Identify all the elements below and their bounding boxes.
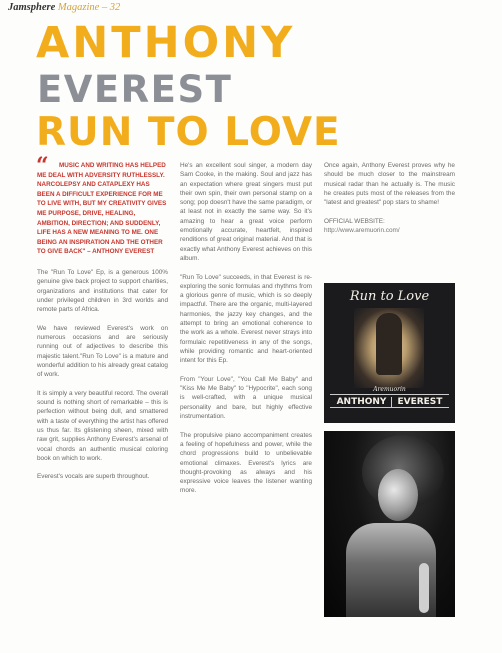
paragraph: The propulsive piano accompaniment creates a feeling of hopefulness and power, while the chord progressions build to unbelievable emotional climaxes. Everest's lyrics are thought-provoking as always and his expressive voice leaves the listener wanting more. (180, 431, 312, 495)
pull-quote-text: MUSIC AND WRITING HAS HELPED ME DEAL WITH ADVERSITY RUTHLESSLY. NARCOLEPSY AND CATAPLEXY HAS BEEN A DIFFICULT EXPERIENCE FOR ME TO LIVE WITH, BUT MY CREATIVITY GIVES ME PURPOSE, DRIVE, HEALING, AMBITION, DIRECTION; AND SUDDENLY, LIFE HAS A NEW MEANING TO ME. ONE BEING AN INSPIRATION AND THE OTHER TO GIVE BACK" – ANTHONY EVEREST (37, 162, 167, 256)
paragraph: "Run To Love" succeeds, in that Everest is re-exploring the sonic formulas and rhythms from a glorious genre of music, which is so deeply impactful. There are the organic, multi-layered harmonies, the jazzy key changes, and the attempt to bring an emotional coherence to the work as a whole. Everest never strays into formulaic repetitiveness in any of the songs, while providing romantic and heart-oriented intent for this Ep. (180, 273, 312, 365)
paragraph: The "Run To Love" Ep, is a generous 100% genuine give back project to support charities, organizations and institutions that cater for under privileged children in 3rd worlds and remote parts of Africa. (37, 268, 168, 314)
column-3 (324, 161, 455, 235)
album-script-signature: Aremuorin (373, 386, 406, 393)
microphone-icon (419, 563, 429, 613)
column-2 (180, 161, 312, 505)
title-anthony: ANTHONY (36, 18, 296, 68)
paragraph: Everest's vocals are superb throughout. (37, 473, 150, 481)
title-everest: EVEREST (37, 68, 233, 111)
page-header (8, 2, 120, 13)
column-1 (36, 153, 168, 491)
album-cover-image (324, 283, 455, 423)
paragraph: He's an excellent soul singer, a modern day Sam Cooke, in the making. Soul and jazz has an expectation where great singers must put their own spin, their own personal stamp on a song; pop doesn't have the same paradigm, or at least not in exactly the same way. So it's amazing to hear a great voice perform emotionally accurate, heartfelt, inspired renditions of great original material. And that is exactly what Anthony Everest achieves on this album. (180, 162, 312, 262)
website-link[interactable]: http://www.aremuorin.com/ (324, 227, 400, 235)
album-title: Run to Love (349, 289, 430, 304)
pull-quote (36, 153, 168, 257)
paragraph: Once again, Anthony Everest proves why he should be much closer to the mainstream musical radar than he actually is. The music he creates puts most of the releases from the "latest and greatest" pop stars to shame! (324, 162, 455, 207)
quote-mark-icon: “ (36, 153, 49, 179)
paragraph: We have reviewed Everest's work on numerous occasions and are seriously running out of adjectives to describe this majestic talent."Run To Love" is a mature and wonderful addition to his already great catalog of work. (37, 324, 168, 379)
page-number: Magazine – 32 (55, 2, 121, 13)
divider (391, 397, 392, 407)
paragraph: From "Your Love", "You Call Me Baby" and "Kiss Me Me Baby" to "Hypocrite", each song is well-crafted, with a unique musical personality and bare, but highly effective instrumentation. (180, 375, 312, 421)
album-name-right: EVEREST (397, 397, 443, 407)
title-run-to-love: RUN TO LOVE (36, 110, 341, 155)
paragraph: It is simply a very beautiful record. The overall sound is nothing short of remarkable – this is perfection without being dull, and smattered with a taste of everything the artist has offered us thus far. Its glistening sheen, mixed with raw grit, supplies Anthony Everest's arsenal of vocal chords an authentic musical coloring book on which to work. (37, 389, 168, 462)
website-label: OFFICIAL WEBSITE: (324, 217, 385, 225)
photo-face (378, 469, 418, 521)
artist-photo (324, 431, 455, 617)
magazine-name: Jamsphere (8, 2, 56, 13)
album-figure (376, 313, 402, 375)
album-artist-name (330, 394, 449, 408)
album-name-left: ANTHONY (336, 397, 387, 407)
